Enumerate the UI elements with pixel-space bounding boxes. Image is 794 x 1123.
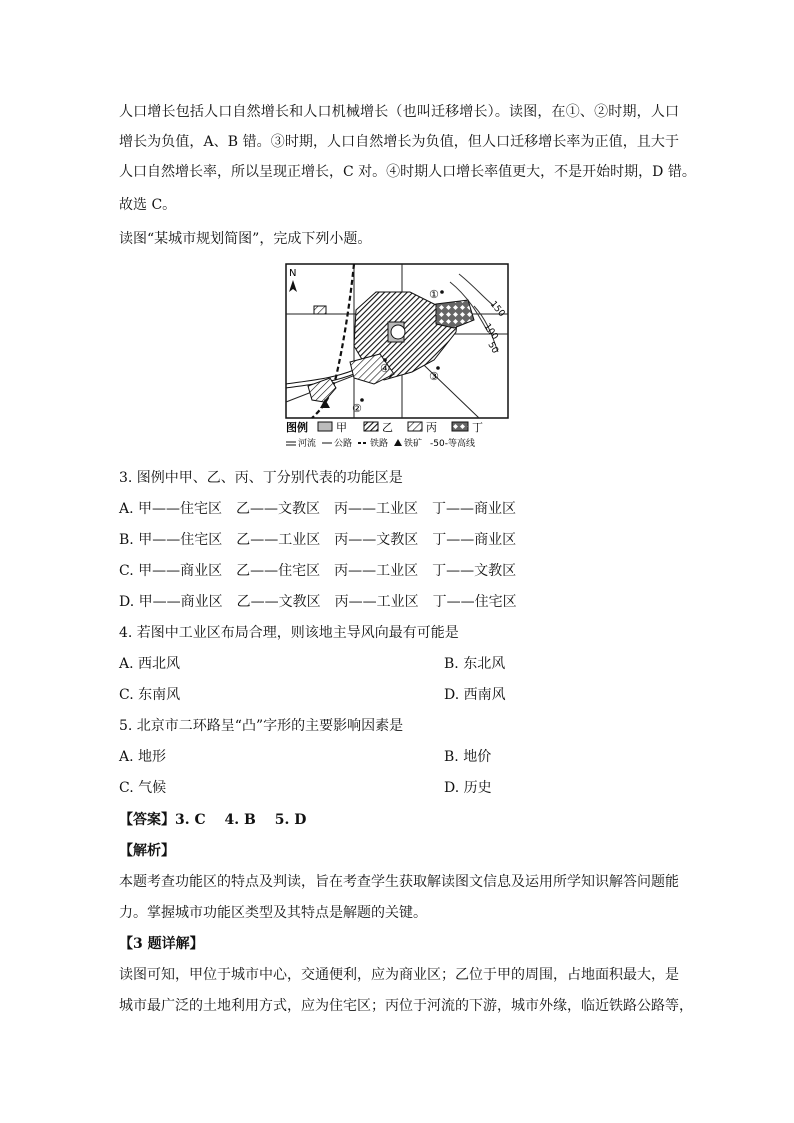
q5-option-a: A. 地形 — [119, 749, 167, 765]
zone-bing-area-1 — [314, 306, 326, 314]
legend-ding: 丁 — [472, 421, 483, 434]
legend-yi: 乙 — [382, 421, 393, 434]
detail-title: 【3 题详解】 — [119, 936, 204, 952]
north-label: N — [289, 268, 297, 279]
q3-option-d: D. 甲——商业区 乙——文教区 丙——工业区 丁——住宅区 — [119, 594, 517, 610]
contour-label-50: 50 — [485, 340, 500, 356]
answer-line: 【答案】3. C 4. B 5. D — [119, 812, 307, 828]
legend-row-1 — [286, 420, 483, 434]
analysis-line-2: 力。掌握城市功能区类型及其特点是解题的关键。 — [119, 905, 427, 921]
intro-line-2: 增长为负值，A、B 错。③时期，人口自然增长为负值，但人口迁移增长率为正值，且大于 — [119, 134, 679, 150]
q4-option-a: A. 西北风 — [119, 656, 181, 672]
marker-1: ① — [429, 288, 439, 301]
q5-option-c: C. 气候 — [119, 780, 167, 796]
q4-option-b: B. 东北风 — [444, 656, 506, 672]
marker-2: ② — [352, 402, 362, 415]
map-svg — [284, 262, 512, 448]
detail-line-1: 读图可知，甲位于城市中心，交通便利，应为商业区；乙位于甲的周围，占地面积最大，是 — [119, 967, 679, 983]
city-planning-map — [284, 262, 512, 448]
q5-option-b: B. 地价 — [444, 749, 492, 765]
q4-option-c: C. 东南风 — [119, 687, 181, 703]
q3-option-b: B. 甲——住宅区 乙——工业区 丙——文教区 丁——商业区 — [119, 532, 517, 548]
q3-option-c: C. 甲——商业区 乙——住宅区 丙——工业区 丁——文教区 — [119, 563, 517, 579]
analysis-line-1: 本题考查功能区的特点及判读，旨在考查学生获取解读图文信息及运用所学知识解答问题能 — [119, 874, 679, 890]
q3-stem: 3. 图例中甲、乙、丙、丁分别代表的功能区是 — [119, 470, 403, 486]
legend-jia: 甲 — [336, 421, 347, 434]
legend-railway: 铁路 — [370, 439, 389, 448]
q5-option-d: D. 历史 — [444, 780, 492, 796]
analysis-title: 【解析】 — [119, 843, 175, 859]
q5-stem: 5. 北京市二环路呈“凸”字形的主要影响因素是 — [119, 718, 404, 734]
detail-line-2: 城市最广泛的土地利用方式，应为住宅区；丙位于河流的下游，城市外缘，临近铁路公路等， — [119, 998, 693, 1014]
legend-river: 河流 — [298, 439, 317, 448]
marker-4: ④ — [380, 362, 390, 375]
q4-option-d: D. 西南风 — [444, 687, 506, 703]
intro-line-1: 人口增长包括人口自然增长和人口机械增长（也叫迁移增长）。读图，在①、②时期，人口 — [119, 104, 679, 120]
intro-line-3: 人口自然增长率，所以呈现正增长，C 对。④时期人口增长率值更大，不是开始时期，D 错。 — [119, 164, 696, 180]
legend-contour: -50-等高线 — [430, 439, 475, 448]
intro-line-4: 故选 C。 — [119, 197, 177, 213]
contour-label-100: 100 — [481, 321, 500, 342]
legend-title: 图例 — [286, 421, 308, 434]
prompt-text: 读图“某城市规划简图”，完成下列小题。 — [119, 231, 372, 247]
q4-stem: 4. 若图中工业区布局合理，则该地主导风向最有可能是 — [119, 625, 459, 641]
contour-label-150: 150 — [487, 299, 507, 320]
legend-mine: 铁矿 — [404, 439, 423, 448]
legend-road: 公路 — [334, 439, 353, 448]
marker-3: ③ — [429, 370, 439, 383]
q3-option-a: A. 甲——住宅区 乙——文教区 丙——工业区 丁——商业区 — [119, 501, 517, 517]
legend-bing: 丙 — [426, 421, 437, 434]
legend-row-2 — [286, 437, 475, 448]
